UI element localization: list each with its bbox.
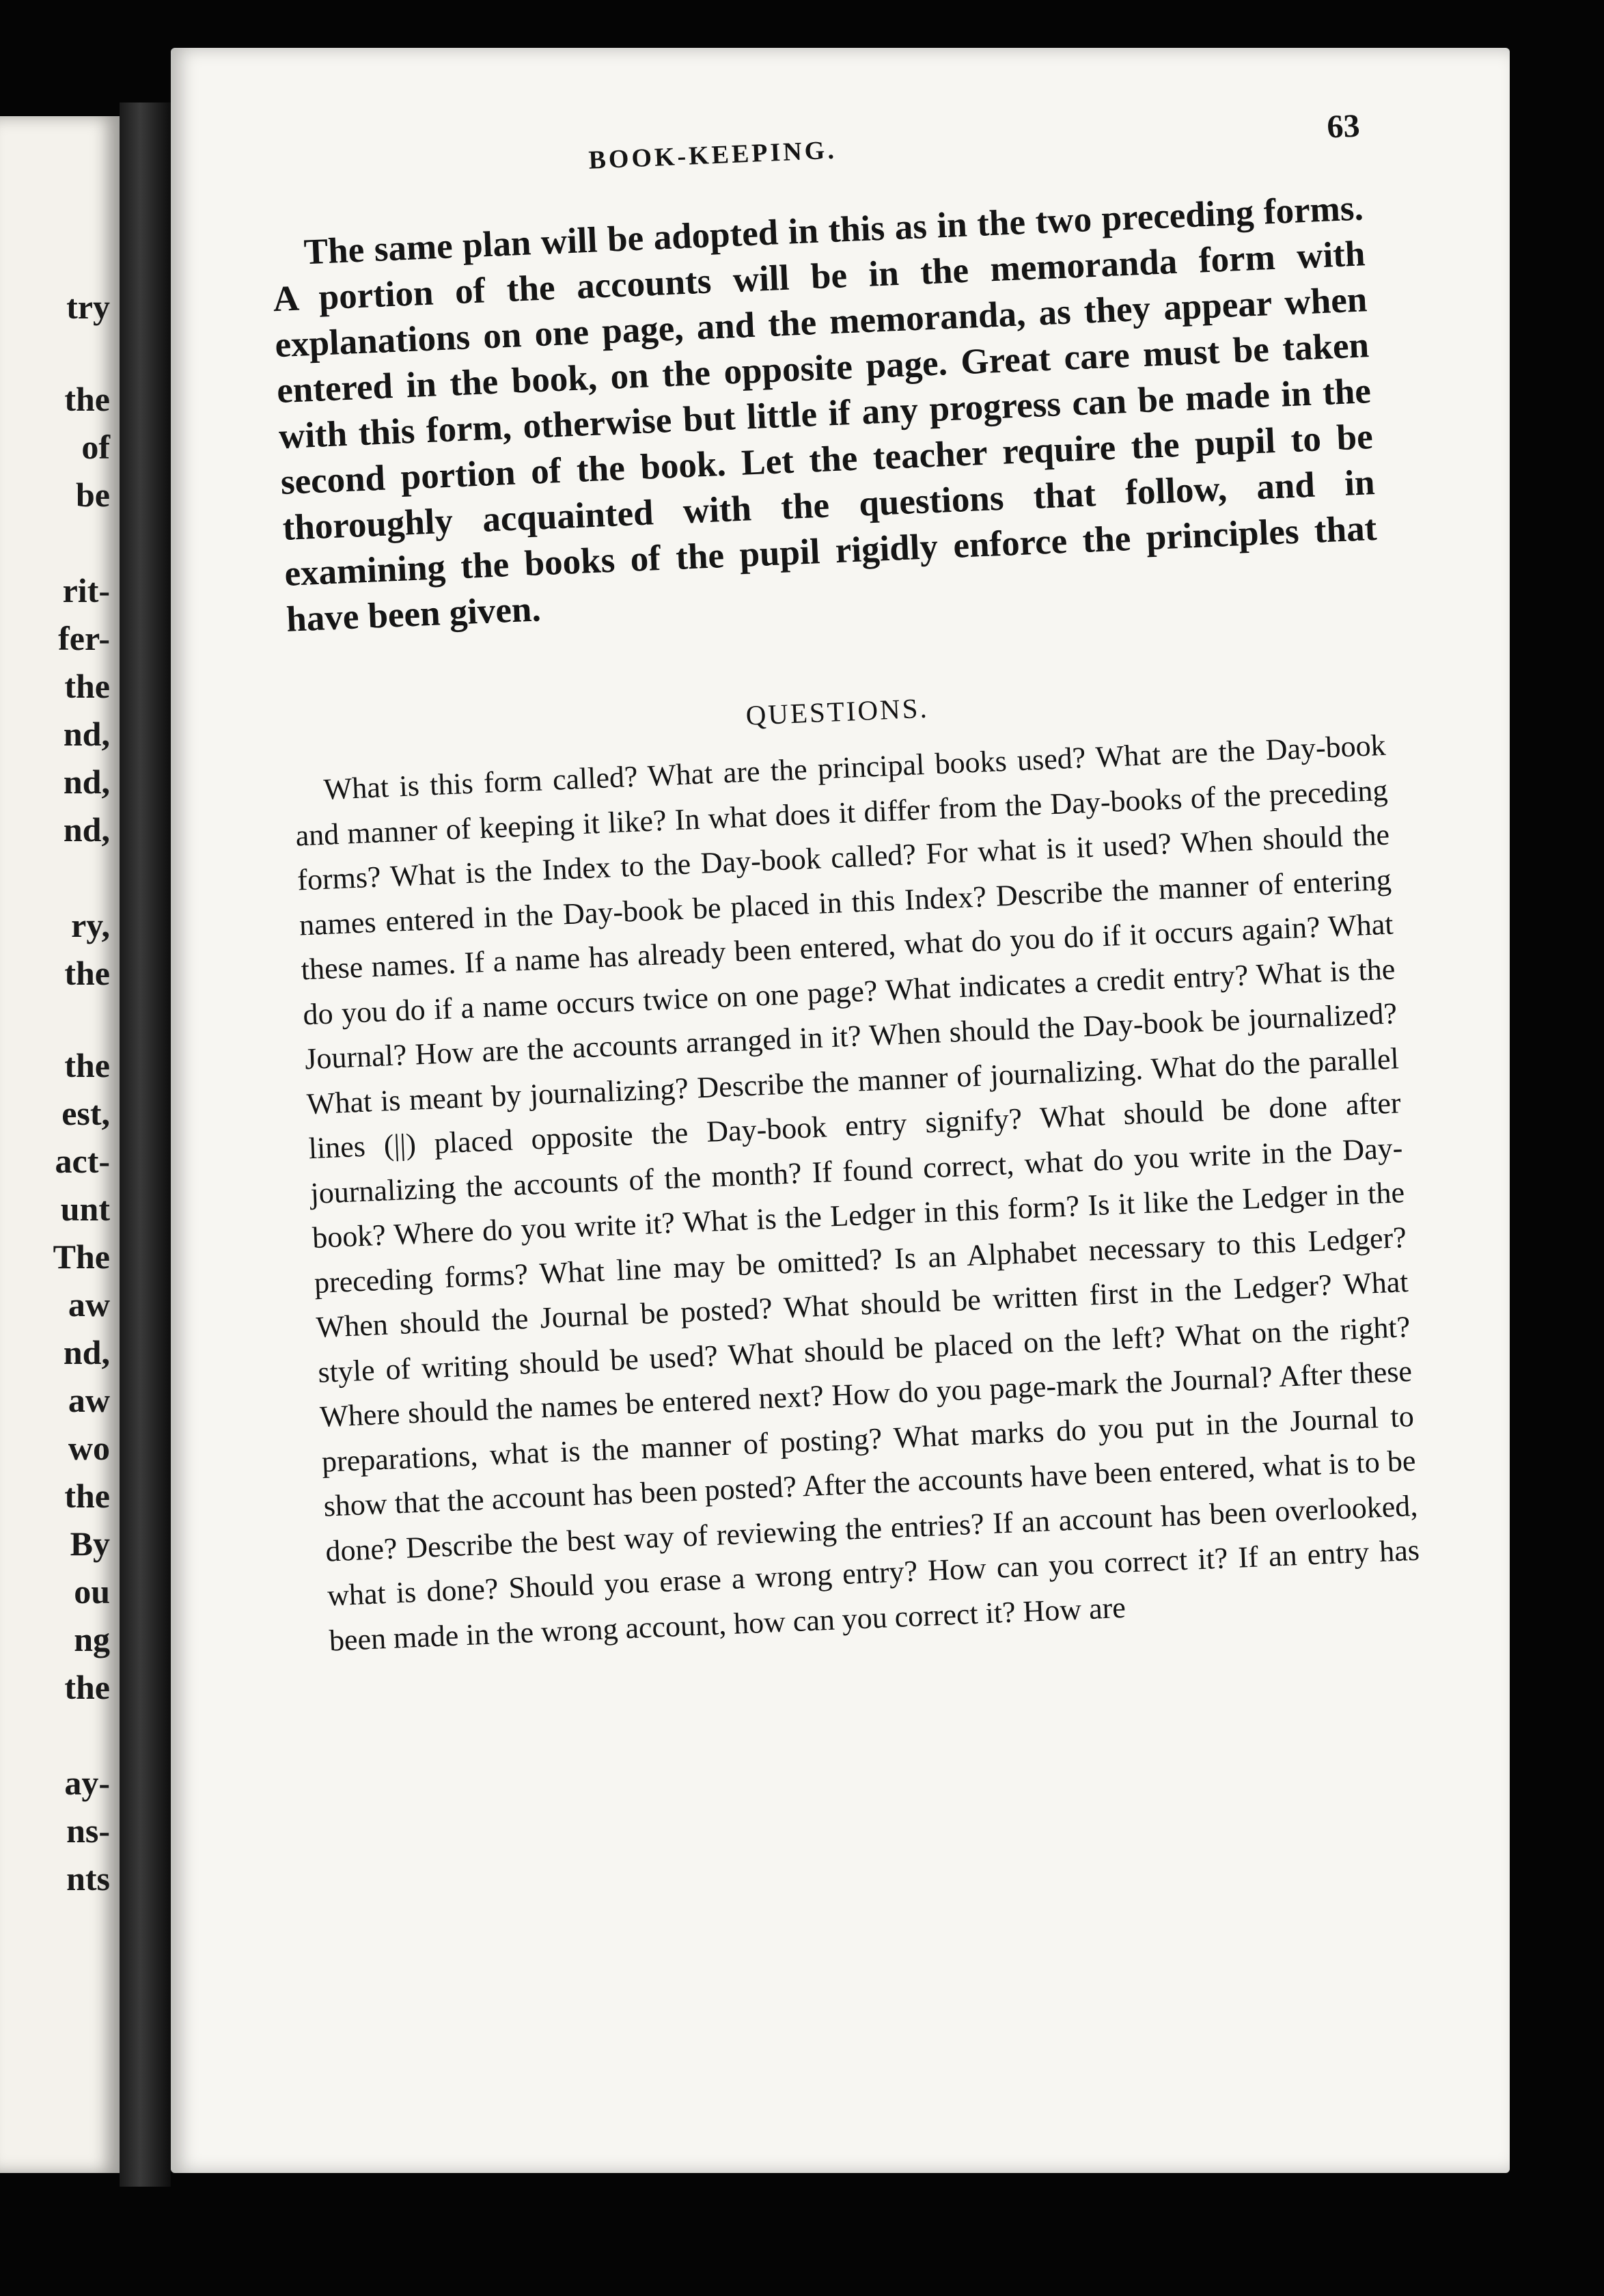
- book-page: [171, 48, 1510, 2173]
- facing-page-text-fragment: nts: [66, 1859, 110, 1898]
- questions-paragraph: What is this form called? What are the principal books used? What are the Day-book and manner of keeping it like? In what does it differ from the Day-books of the preceding forms? What is the Index to the Day-book called? For what is it used? When should the names entered in the Day-book be placed in this Index? Describe the manner of entering these names. If a name has already been entered, what do you do if it occurs again? What do you do if a name occurs twice on one page? What indicates a credit entry? What is the Journal? How are the accounts arranged in it? When should the Day-book be journalized? What is meant by journalizing? Describe the manner of journalizing. What do the parallel lines (||) placed opposite the Day-book entry signify? What should be done after journalizing the accounts of the month? If found correct, what do you write in the Day-book? Where do you write it? What is the Ledger in this form? Is it like the Ledger in the preceding forms? What line may be omitted? Is an Alphabet necessary to this Ledger? When should the Journal be posted? What should be written first in the Ledger? What style of writing should be used? What should be placed on the left? What on the right? Where should the names be entered next? How do you page-mark the Journal? After these preparations, what is the manner of posting? What marks do you put in the Journal to show that the account has been posted? After the accounts have been entered, what is to be done? Describe the best way of reviewing the entries? If an account has been overlooked, what is done? Should you erase a wrong entry? How can you correct it? If an entry has been made in the wrong account, how can you correct it? How are: [294, 728, 1420, 1658]
- facing-page-text-fragment: est,: [61, 1094, 110, 1132]
- facing-page-text-fragment: unt: [60, 1190, 110, 1228]
- facing-page-text-fragment: ng: [74, 1620, 110, 1658]
- facing-page-text-fragment: rit-: [62, 571, 110, 610]
- page-content: [267, 107, 1441, 2118]
- facing-page-text-fragment: nd,: [63, 1333, 110, 1371]
- facing-page-text-fragment: wo: [68, 1429, 110, 1467]
- facing-page-text-fragment: the: [64, 380, 110, 418]
- facing-page-text-fragment: The: [53, 1238, 110, 1276]
- facing-page-text-fragment: ns-: [66, 1812, 110, 1850]
- facing-page-text-fragment: ry,: [71, 906, 110, 944]
- facing-page-text-fragment: the: [64, 1668, 110, 1706]
- facing-page-text-fragment: aw: [68, 1381, 110, 1419]
- facing-page-text-fragment: By: [70, 1525, 110, 1563]
- facing-page-text-fragment: ay-: [64, 1764, 110, 1802]
- facing-page-fragment: [0, 116, 120, 2173]
- intro-paragraph: The same plan will be adopted in this as in the two preceding forms. A portion of the accounts will be in the memoranda form with explanations on one page, and the memoranda, as they appear when entered in the book, on the opposite page. Great care must be taken with this form, otherwise but little if any progress can be made in the second portion of the book. Let the teacher require the pupil to be thoroughly acquainted with the questions that follow, and in examining the books of the pupil rigidly enforce the principles that have been given.: [272, 188, 1378, 640]
- running-head: [267, 107, 1361, 190]
- facing-page-text-fragment: act-: [55, 1142, 110, 1180]
- running-title: BOOK-KEEPING.: [587, 135, 838, 175]
- facing-page-text-fragment: be: [76, 476, 110, 514]
- facing-page-text-fragment: the: [64, 954, 110, 992]
- facing-page-text-fragment: fer-: [58, 619, 110, 657]
- facing-page-text-fragment: aw: [68, 1285, 110, 1324]
- facing-page-text-fragment: the: [64, 667, 110, 705]
- facing-page-text-fragment: nd,: [63, 715, 110, 753]
- questions-heading: QUESTIONS.: [745, 692, 930, 731]
- facing-page-text-fragment: nd,: [63, 763, 110, 801]
- page-number: 63: [1326, 107, 1361, 146]
- facing-page-text-fragment: of: [81, 428, 110, 466]
- facing-page-text-fragment: the: [64, 1046, 110, 1084]
- book-gutter: [120, 102, 171, 2187]
- facing-page-text-fragment: ou: [74, 1572, 110, 1611]
- facing-page-text-fragment: nd,: [63, 810, 110, 849]
- facing-page-text-fragment: try: [66, 288, 110, 326]
- facing-page-text-fragment: the: [64, 1477, 110, 1515]
